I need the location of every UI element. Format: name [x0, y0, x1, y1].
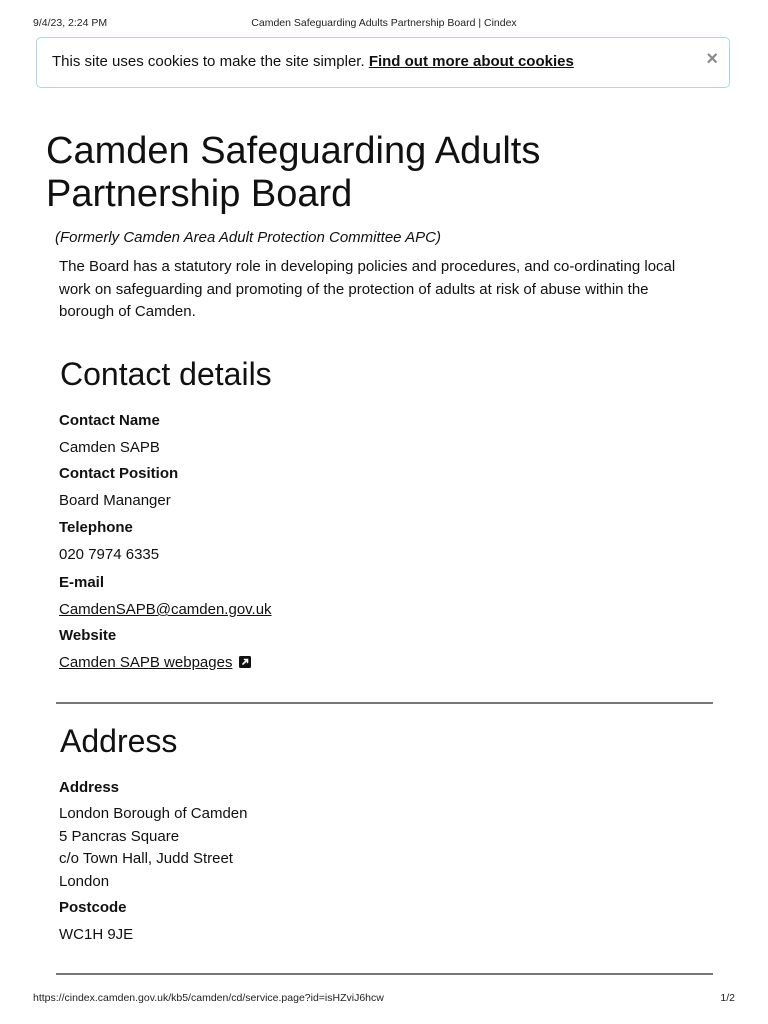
description-line3: borough of Camden. — [59, 303, 196, 320]
section-divider — [56, 702, 713, 704]
cookie-banner — [36, 37, 730, 88]
print-url: https://cindex.camden.gov.uk/kb5/camden/cd/service.page?id=isHZviJ6hcw — [33, 992, 384, 1004]
address-line: London — [59, 872, 110, 890]
page-indicator: 1/2 — [720, 992, 735, 1004]
website-link[interactable] — [59, 654, 232, 671]
postcode-label: Postcode — [59, 899, 127, 916]
close-icon[interactable]: × — [706, 48, 718, 70]
email-value — [59, 601, 272, 618]
postcode-value: WC1H 9JE — [59, 926, 134, 943]
contact-details-heading: Contact details — [60, 356, 272, 392]
address-line: 5 Pancras Square — [59, 827, 180, 845]
address-line: London Borough of Camden — [59, 805, 248, 822]
email-label: E-mail — [59, 574, 105, 591]
page-title — [46, 130, 666, 216]
section-divider — [56, 973, 713, 975]
print-datetime: 9/4/23, 2:24 PM — [33, 17, 108, 29]
external-link-icon — [239, 656, 251, 668]
website-label: Website — [59, 627, 117, 644]
cookie-info-link[interactable]: Find out more about cookies — [368, 53, 574, 70]
address-label: Address — [59, 779, 120, 796]
description-line2: work on safeguarding and promoting of the protection of adults at risk of abuse within the — [59, 280, 649, 298]
email-link[interactable]: CamdenSAPB@camden.gov.uk — [59, 601, 272, 618]
telephone-value: 020 7974 6335 — [59, 546, 160, 563]
contact-position-label: Contact Position — [59, 465, 179, 482]
description-line1: The Board has a statutory role in developing policies and procedures, and co-ordinating local — [59, 258, 676, 275]
website-link-text: Camden SAPB webpages — [59, 654, 233, 671]
print-footer — [33, 992, 735, 1006]
print-page-title: Camden Safeguarding Adults Partnership Board | Cindex — [251, 17, 517, 29]
page-subtitle: (Formerly Camden Area Adult Protection Committee APC) — [55, 229, 441, 246]
address-value — [59, 803, 247, 893]
page-title-line1: Camden Safeguarding Adults — [46, 130, 541, 172]
print-header — [33, 17, 735, 31]
contact-name-label: Contact Name — [59, 412, 160, 429]
website-value — [59, 654, 251, 671]
contact-name-value: Camden SAPB — [59, 439, 160, 456]
address-heading: Address — [60, 723, 178, 759]
contact-position-value: Board Mananger — [59, 492, 171, 509]
telephone-label: Telephone — [59, 519, 133, 536]
address-line: c/o Town Hall, Judd Street — [59, 850, 233, 867]
cookie-message — [52, 53, 574, 70]
page-description — [59, 256, 699, 324]
cookie-message-text: This site uses cookies to make the site simpler. — [52, 53, 365, 70]
page-title-line2: Partnership Board — [46, 173, 353, 215]
